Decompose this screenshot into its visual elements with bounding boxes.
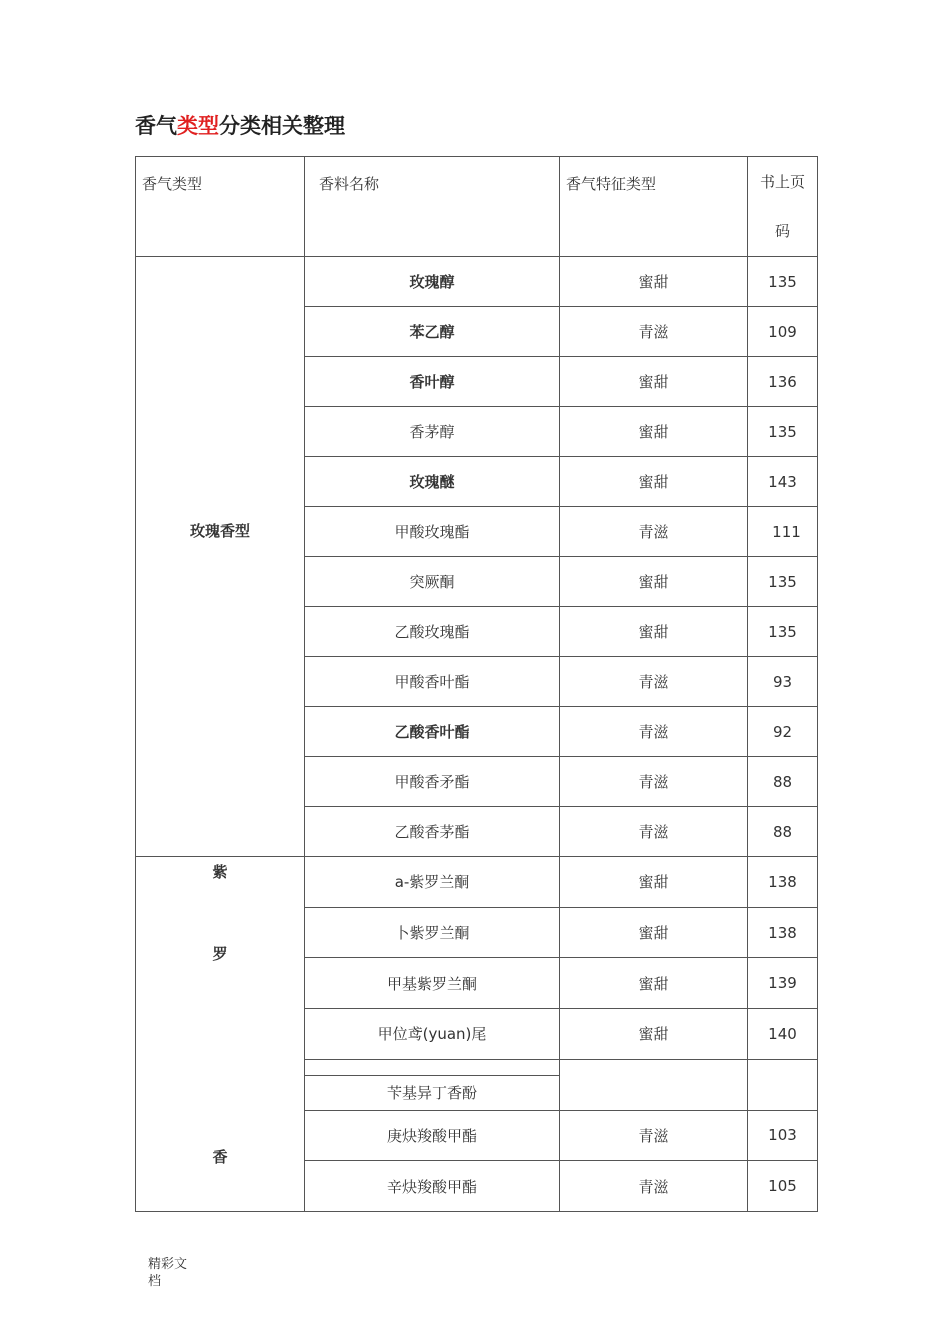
name-cell: 甲酸玫瑰酯: [305, 507, 560, 557]
name-cell: 乙酸玫瑰酯: [305, 607, 560, 657]
footer-watermark: 精彩文档: [148, 1257, 188, 1289]
feature-cell: 青滋: [560, 707, 748, 757]
name-cell: 卜紫罗兰酮: [305, 907, 560, 958]
page-cell: 143: [748, 457, 818, 507]
category-char: 香: [212, 1148, 228, 1166]
category-cell: [136, 857, 305, 1212]
feature-cell: 蜜甜: [560, 1009, 748, 1060]
page-cell: 105: [748, 1161, 818, 1212]
name-cell: 突厥酮: [305, 557, 560, 607]
name-cell: 甲酸香叶酯: [305, 657, 560, 707]
name-cell: 乙酸香叶酯: [305, 707, 560, 757]
header-cell: 香气特征类型: [560, 157, 748, 257]
page-cell: 109: [748, 307, 818, 357]
title-part1: 香气: [135, 114, 177, 138]
feature-cell: 蜜甜: [560, 958, 748, 1009]
table-row: [136, 257, 818, 307]
feature-cell: 青滋: [560, 807, 748, 857]
feature-cell: 青滋: [560, 757, 748, 807]
header-cell: 香料名称: [305, 157, 560, 257]
feature-cell: 蜜甜: [560, 257, 748, 307]
name-cell: 甲基紫罗兰酮: [305, 958, 560, 1009]
category-cell: 玫瑰香型: [136, 257, 305, 857]
page-title: [135, 110, 345, 140]
page-cell: 111: [748, 507, 818, 557]
table-row: [136, 857, 818, 908]
title-part3: 分类相关整理: [219, 114, 345, 138]
header-cell: 书上页码: [748, 157, 818, 257]
fragrance-table: [135, 156, 818, 1212]
name-cell: 辛炔羧酸甲酯: [305, 1161, 560, 1212]
page-cell: 135: [748, 557, 818, 607]
category-char: 紫: [212, 863, 228, 881]
page-cell: 139: [748, 958, 818, 1009]
feature-cell: 青滋: [560, 1110, 748, 1161]
page-cell: 88: [748, 757, 818, 807]
feature-cell: 蜜甜: [560, 607, 748, 657]
name-cell: 甲位鸢(yuan)尾: [305, 1009, 560, 1060]
feature-cell: [560, 1059, 748, 1110]
header-cell: 香气类型: [136, 157, 305, 257]
page-cell: 138: [748, 907, 818, 958]
page-cell: 135: [748, 257, 818, 307]
page-cell: 103: [748, 1110, 818, 1161]
feature-cell: 蜜甜: [560, 857, 748, 908]
category-char: 罗: [212, 945, 228, 963]
name-cell: 香叶醇: [305, 357, 560, 407]
name-cell: 甲酸香矛酯: [305, 757, 560, 807]
name-cell: a-紫罗兰酮: [305, 857, 560, 908]
feature-cell: 蜜甜: [560, 907, 748, 958]
page-cell: 135: [748, 407, 818, 457]
feature-cell: 青滋: [560, 507, 748, 557]
header-row: [136, 157, 818, 257]
name-cell: 玫瑰醚: [305, 457, 560, 507]
feature-cell: 青滋: [560, 307, 748, 357]
feature-cell: 蜜甜: [560, 557, 748, 607]
feature-cell: 蜜甜: [560, 407, 748, 457]
page-cell: 136: [748, 357, 818, 407]
page-cell: 135: [748, 607, 818, 657]
feature-cell: 青滋: [560, 1161, 748, 1212]
title-highlight: 类型: [177, 114, 219, 138]
name-cell: 苄基异丁香酚: [305, 1059, 560, 1110]
feature-cell: 青滋: [560, 657, 748, 707]
feature-cell: 蜜甜: [560, 357, 748, 407]
feature-cell: 蜜甜: [560, 457, 748, 507]
page-cell: [748, 1059, 818, 1110]
page-cell: 140: [748, 1009, 818, 1060]
name-cell: 香茅醇: [305, 407, 560, 457]
page-cell: 88: [748, 807, 818, 857]
page-cell: 93: [748, 657, 818, 707]
name-cell: 苯乙醇: [305, 307, 560, 357]
name-cell: 乙酸香茅酯: [305, 807, 560, 857]
page-cell: 138: [748, 857, 818, 908]
name-cell: 玫瑰醇: [305, 257, 560, 307]
name-cell: 庚炔羧酸甲酯: [305, 1110, 560, 1161]
page-cell: 92: [748, 707, 818, 757]
